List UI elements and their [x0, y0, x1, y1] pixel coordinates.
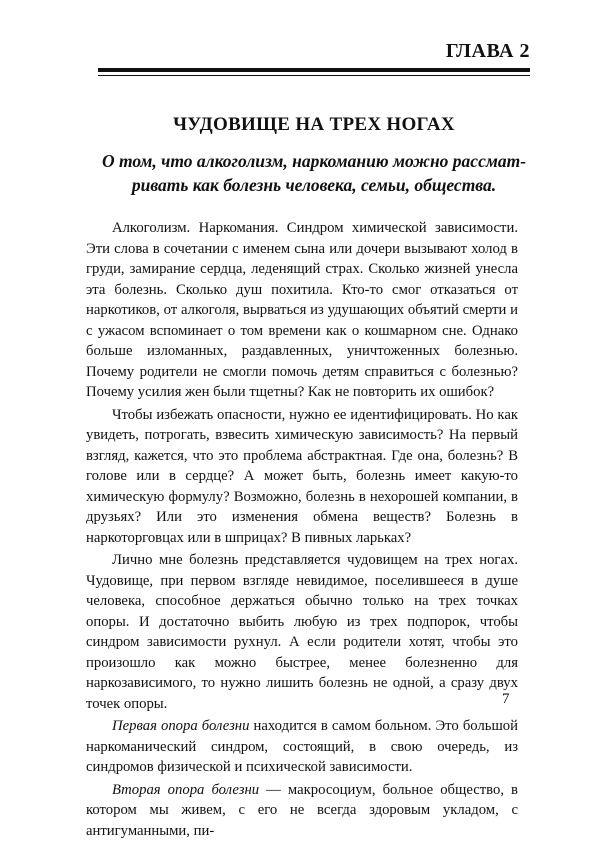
paragraph-5-emphasis: Вторая опора болезни — [112, 782, 259, 798]
paragraph-4 — [86, 716, 518, 778]
paragraph-2: Чтобы избежать опасности, нужно ее идентифицировать. Но как увидеть, потрогать, взвесить химическую зависимость? На первый взгляд, кажется, что это проблема абстрактная. Где она, болезнь? В голове или в сердце? А может быть, болезнь имеет какую-то химическую формулу? Возможно, болезнь в нехорошей компании, в друзьях? Или это изменения обмена веществ? Болезнь в наркоторговцах или в шприцах? В пивных ларьках? — [86, 405, 518, 549]
subtitle-line-1: О том, что алкоголизм, наркоманию можно рассмат- — [98, 149, 530, 173]
page-number: 7 — [502, 691, 510, 708]
body-text — [86, 218, 518, 841]
paragraph-4-text: находится в самом больном. Это большой наркоманический синдром, состоящий, в свою очередь, из синдромов физической и психической зависимости. — [86, 718, 518, 775]
chapter-title: ЧУДОВИЩЕ НА ТРЕХ НОГАХ — [98, 114, 530, 136]
chapter-rule-thick — [98, 68, 530, 72]
chapter-rule-thin — [98, 75, 530, 76]
paragraph-5-text: — макросоциум, больное общество, в котором мы живем, с его не всегда здоровым укладом, с антигуманными, пи- — [86, 782, 518, 839]
chapter-label: ГЛАВА 2 — [446, 40, 530, 63]
paragraph-3: Лично мне болезнь представляется чудовищем на трех ногах. Чудовище, при первом взгляде невидимое, поселившееся в душе человека, способное держаться обычно только на трех точках опоры. И достаточно выбить любую из трех подпорок, чтобы синдром зависимости рухнул. А если родители хотят, чтобы это произошло как можно быстрее, менее болезненно для наркозависимого, то нужно лишить болезнь не одной, а сразу двух точек опоры. — [86, 550, 518, 714]
chapter-subtitle — [98, 149, 530, 197]
paragraph-5 — [86, 780, 518, 841]
subtitle-line-2: ривать как болезнь человека, семьи, общества. — [98, 173, 530, 197]
paragraph-4-emphasis: Первая опора болезни — [112, 718, 249, 734]
paragraph-1: Алкоголизм. Наркомания. Синдром химической зависимости. Эти слова в сочетании с именем сына или дочери вызывают холод в груди, замирание сердца, леденящий страх. Сколько жизней унесла эта болезнь. Сколько душ похитила. Кто-то смог отказаться от наркотиков, от алкоголя, вырваться из удушающих объятий смерти и с ужасом вспоминает о том времени как о кошмарном сне. Однако больше изломанных, раздавленных, уничтоженных болезнью. Почему родители не смогли помочь детям справиться с болезнью? Почему усилия жен были тщетны? Как не повторить их ошибок? — [86, 218, 518, 403]
